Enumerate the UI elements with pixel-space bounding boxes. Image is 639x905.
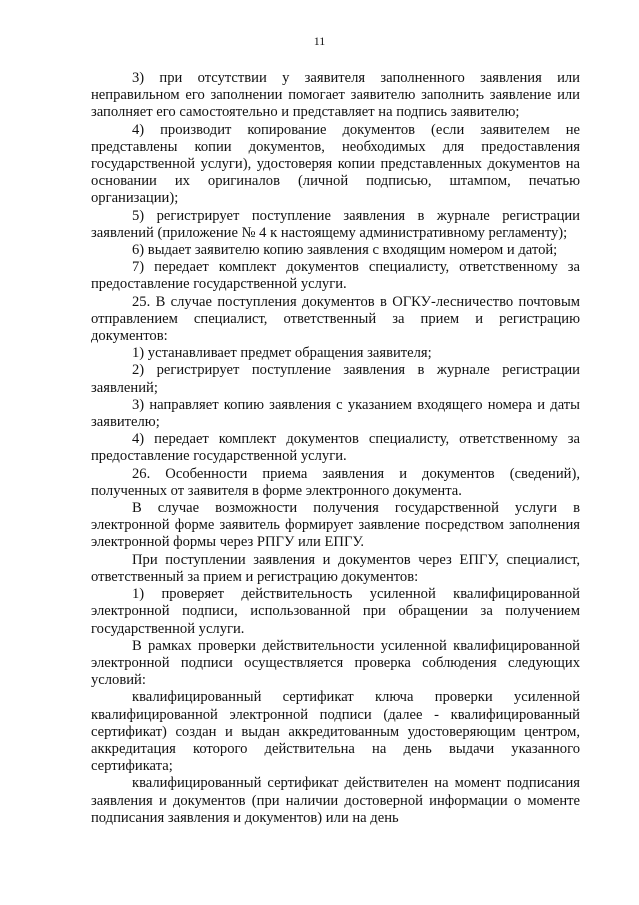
- paragraph-25-item-2: 2) регистрирует поступление заявления в журнале регистрации заявлений;: [91, 362, 580, 396]
- paragraph-item-5: 5) регистрирует поступление заявления в журнале регистрации заявлений (приложение № 4 к настоящему административному регламенту);: [91, 207, 580, 241]
- paragraph-epgu-receipt: При поступлении заявления и документов через ЕПГУ, специалист, ответственный за прием и регистрацию документов:: [91, 551, 580, 585]
- paragraph-electronic-form: В случае возможности получения государственной услуги в электронной форме заявитель формирует заявление посредством заполнения электронной формы через РПГУ или ЕПГУ.: [91, 500, 580, 551]
- paragraph-epgu-item-1: 1) проверяет действительность усиленной квалифицированной электронной подписи, использованной при обращении за получением государственной услуги.: [91, 586, 580, 637]
- paragraph-item-7: 7) передает комплект документов специалисту, ответственному за предоставление государственной услуги.: [91, 259, 580, 293]
- paragraph-certificate-valid: квалифицированный сертификат действителен на момент подписания заявления и документов (при наличии достоверной информации о моменте подписания заявления и документов) или на день: [91, 775, 580, 826]
- paragraph-signature-check: В рамках проверки действительности усиленной квалифицированной электронной подписи осуществляется проверка соблюдения следующих условий:: [91, 637, 580, 689]
- paragraph-item-4: 4) производит копирование документов (если заявителем не представлены копии документов, необходимых для предоставления государственной услуги), удостоверяя копии представленных документов на основании их оригиналов (личной подписью, штампом, печатью организации);: [91, 121, 580, 207]
- page-number: 11: [313, 34, 326, 48]
- paragraph-25-item-3: 3) направляет копию заявления с указанием входящего номера и даты заявителю;: [91, 396, 580, 431]
- paragraph-25-item-4: 4) передает комплект документов специалисту, ответственному за предоставление государственной услуги.: [91, 431, 580, 465]
- paragraph-item-3: 3) при отсутствии у заявителя заполненного заявления или неправильном его заполнении помогает заявителю заполнить заявление или заполняет его самостоятельно и представляет на подпись заявителю;: [91, 70, 580, 121]
- paragraph-section-25: 25. В случае поступления документов в ОГКУ-лесничество почтовым отправлением специалист, ответственный за прием и регистрацию документов:: [91, 293, 580, 345]
- paragraph-25-item-1: 1) устанавливает предмет обращения заявителя;: [132, 345, 432, 362]
- document-body: [91, 70, 580, 827]
- paragraph-certificate-issued: квалифицированный сертификат ключа проверки усиленной квалифицированной электронной подписи (далее - квалифицированный сертификат) создан и выдан аккредитованным удостоверяющим центром, аккредитация которого действительна на день выдачи указанного сертификата;: [91, 689, 580, 775]
- paragraph-item-6: 6) выдает заявителю копию заявления с входящим номером и датой;: [132, 242, 558, 259]
- paragraph-section-26: 26. Особенности приема заявления и документов (сведений), полученных от заявителя в форме электронного документа.: [91, 465, 580, 499]
